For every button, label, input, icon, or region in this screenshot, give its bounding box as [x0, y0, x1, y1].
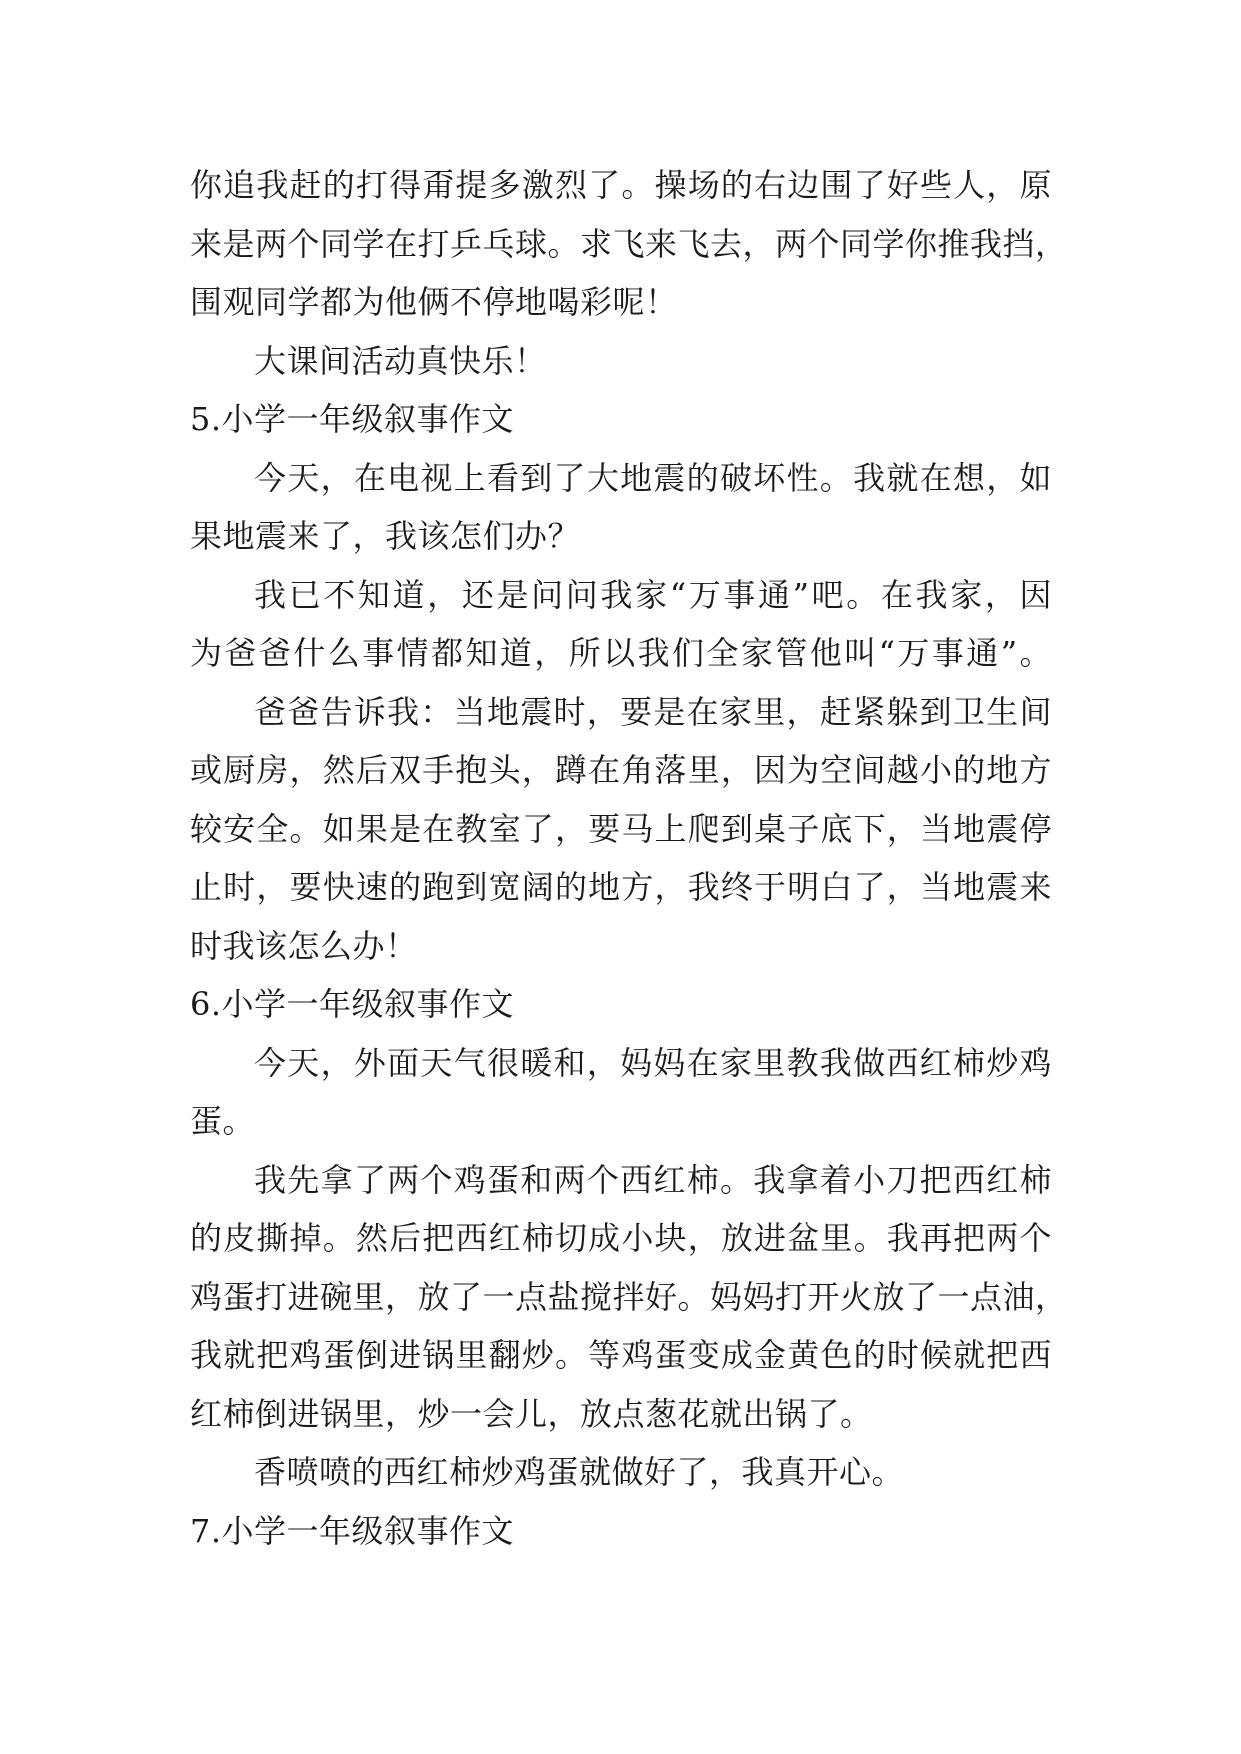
paragraph-line: 今天，在电视上看到了大地震的破坏性。我就在想，如 [254, 458, 1052, 497]
paragraph-line: 我先拿了两个鸡蛋和两个西红柿。我拿着小刀把西红柿 [254, 1160, 1052, 1199]
paragraph-line: 或厨房，然后双手抱头，蹲在角落里，因为空间越小的地方 [190, 751, 1052, 789]
paragraph-line: 围观同学都为他俩不停地喝彩呢！ [190, 283, 678, 321]
paragraph-line: 我已不知道，还是问问我家“万事通”吧。在我家，因 [254, 575, 1052, 614]
section-heading: 7.小学一年级叙事作文 [190, 1511, 515, 1550]
paragraph-line: 时我该怎么办！ [190, 926, 418, 965]
paragraph-line: 香喷喷的西红柿炒鸡蛋就做好了，我真开心。 [254, 1453, 905, 1491]
document-page [190, 156, 1068, 1560]
paragraph-line: 红柿倒进锅里，炒一会儿，放点葱花就出锅了。 [190, 1394, 873, 1433]
section-heading: 5.小学一年级叙事作文 [190, 400, 515, 438]
paragraph-line: 爸爸告诉我：当地震时，要是在家里，赶紧躲到卫生间 [254, 692, 1052, 731]
paragraph-line: 来是两个同学在打乒乓球。求飞来飞去，两个同学你推我挡， [190, 224, 1068, 263]
paragraph-line: 果地震来了，我该怎们办？ [190, 517, 581, 555]
paragraph-line: 今天，外面天气很暖和，妈妈在家里教我做西红柿炒鸡 [254, 1043, 1052, 1082]
paragraph-line: 鸡蛋打进碗里，放了一点盐搅拌好。妈妈打开火放了一点油， [190, 1277, 1068, 1316]
paragraph-line: 我就把鸡蛋倒进锅里翻炒。等鸡蛋变成金黄色的时候就把西 [190, 1336, 1052, 1374]
section-heading: 6.小学一年级叙事作文 [190, 985, 515, 1023]
paragraph-line: 为爸爸什么事情都知道，所以我们全家管他叫“万事通”。 [190, 634, 1052, 672]
paragraph-line: 大课间活动真快乐！ [254, 341, 547, 380]
paragraph-line: 止时，要快速的跑到宽阔的地方，我终于明白了，当地震来 [190, 868, 1052, 906]
paragraph-line: 你追我赶的打得甭提多激烈了。操场的右边围了好些人，原 [190, 166, 1052, 204]
paragraph-line: 蛋。 [190, 1102, 256, 1140]
paragraph-line: 的皮撕掉。然后把西红柿切成小块，放进盆里。我再把两个 [190, 1219, 1052, 1257]
paragraph-line: 较安全。如果是在教室了，要马上爬到桌子底下，当地震停 [190, 809, 1052, 848]
